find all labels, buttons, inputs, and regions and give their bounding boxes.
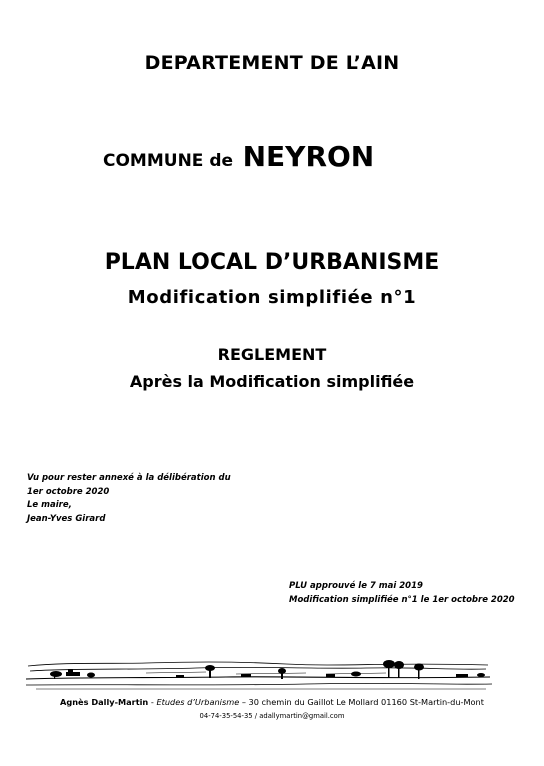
annex-note-date: 1er octobre 2020 — [27, 486, 110, 497]
author-contact: 04-74-35-54-35 / adallymartin@gmail.com — [199, 712, 345, 720]
department-heading: DEPARTEMENT DE L’AIN — [144, 52, 400, 74]
annex-note-line: Vu pour rester annexé à la délibération du — [27, 473, 231, 483]
approval-date-plu: PLU approuvé le 7 mai 2019 — [289, 581, 423, 591]
approval-dates — [289, 580, 515, 607]
section-title: REGLEMENT — [217, 345, 327, 364]
author-name: Agnès Dally-Martin — [60, 697, 149, 707]
commune-name: NEYRON — [242, 140, 375, 173]
document-title: PLAN LOCAL D’URBANISME — [104, 250, 440, 275]
approval-date-modification: Modification simplifiée n°1 le 1er octobre 2020 — [289, 594, 515, 605]
section-subtitle: Après la Modification simplifiée — [129, 372, 415, 391]
annex-note-signatory: Jean-Yves Girard — [27, 513, 106, 524]
landscape-sketch — [26, 652, 492, 692]
commune-heading — [103, 140, 374, 173]
author-credit — [0, 697, 544, 707]
commune-prefix: COMMUNE de — [103, 151, 234, 171]
document-subtitle: Modification simplifiée n°1 — [127, 287, 417, 308]
footer-separator: - — [148, 697, 157, 707]
annex-note-role: Le maire, — [27, 500, 72, 510]
firm-name: Etudes d’Urbanisme — [156, 697, 240, 707]
author-address: – 30 chemin du Gaillot Le Mollard 01160 St-Martin-du-Mont — [239, 697, 484, 707]
annex-note — [27, 472, 231, 526]
